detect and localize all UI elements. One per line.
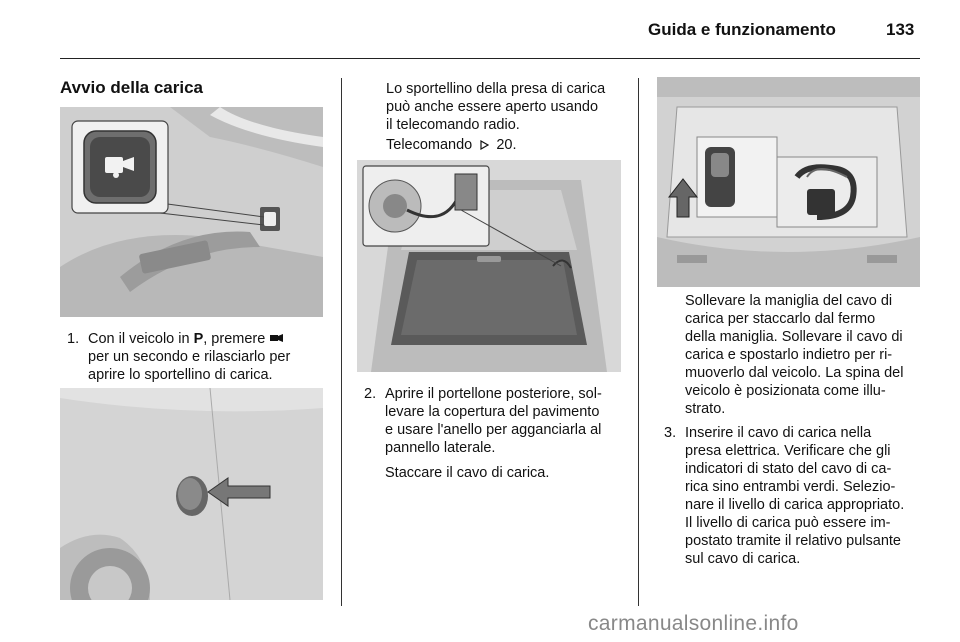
step-2-line: Aprire il portellone posteriore, sol- <box>385 386 602 402</box>
reference-page-link[interactable]: 20. <box>496 137 517 153</box>
gear-p: P <box>193 331 204 347</box>
charge-door-inline-icon <box>269 332 285 344</box>
triangle-reference-icon[interactable] <box>479 140 489 150</box>
charge-door-drawing <box>60 388 323 600</box>
reference-label: Telecomando <box>386 137 473 153</box>
continuation-paragraph <box>685 292 925 418</box>
illustration-trunk <box>357 160 621 372</box>
illustration-charge-cable <box>657 77 920 287</box>
section-title: Avvio della carica <box>60 78 204 97</box>
continuation-line: muoverlo dal veicolo. La spina del <box>685 365 904 381</box>
step-2-extra: Staccare il cavo di carica. <box>385 465 550 481</box>
illustration-door-switch <box>60 107 323 317</box>
column-divider-1 <box>341 78 342 606</box>
step-3-line: nare il livello di carica appropriato. <box>685 497 905 513</box>
step-2-line: pannello laterale. <box>385 440 496 456</box>
illustration-charge-door <box>60 388 323 600</box>
step-3-line: Il livello di carica può essere im- <box>685 515 891 531</box>
continuation-line: veicolo è posizionata come illu- <box>685 383 886 399</box>
step-1-number: 1. <box>67 331 80 347</box>
intro-line: il telecomando radio. <box>386 117 520 133</box>
step-2-line: levare la copertura del pavimento <box>385 404 600 420</box>
watermark: carmanualsonline.info <box>588 612 799 635</box>
continuation-line: carica e spostarlo indietro per ri- <box>685 347 893 363</box>
step-1-line-2: per un secondo e rilasciarlo per <box>88 349 291 365</box>
header-title: Guida e funzionamento <box>648 20 836 39</box>
step-3-number: 3. <box>664 425 677 441</box>
charge-cable-drawing <box>657 77 920 287</box>
step-3-line: rica sino entrambi verdi. Selezio- <box>685 479 896 495</box>
intro-line: Lo sportellino della presa di carica <box>386 81 606 97</box>
door-switch-drawing <box>60 107 323 317</box>
step-1-line-3: aprire lo sportellino di carica. <box>88 367 273 383</box>
continuation-line: della maniglia. Sollevare il cavo di <box>685 329 903 345</box>
intro-line: può anche essere aperto usando <box>386 99 599 115</box>
step-3-line: sul cavo di carica. <box>685 551 801 567</box>
trunk-drawing <box>357 160 621 372</box>
step-2-number: 2. <box>364 386 377 402</box>
step-2-line: e usare l'anello per agganciarla al <box>385 422 602 438</box>
intro-paragraph <box>386 80 631 134</box>
column-divider-2 <box>638 78 639 606</box>
step-3-line: Inserire il cavo di carica nella <box>685 425 872 441</box>
step-3-line: indicatori di stato del cavo di ca- <box>685 461 892 477</box>
step-3-line: presa elettrica. Verificare che gli <box>685 443 891 459</box>
page-number: 133 <box>886 20 915 39</box>
header-divider <box>60 58 920 59</box>
continuation-line: carica per staccarlo dal fermo <box>685 311 876 327</box>
step-1-line-1: Con il veicolo in P, premere <box>88 330 290 348</box>
reference-line <box>386 136 516 154</box>
continuation-line: strato. <box>685 401 726 417</box>
continuation-line: Sollevare la maniglia del cavo di <box>685 293 893 309</box>
step-3-line: postato tramite il relativo pulsante <box>685 533 901 549</box>
